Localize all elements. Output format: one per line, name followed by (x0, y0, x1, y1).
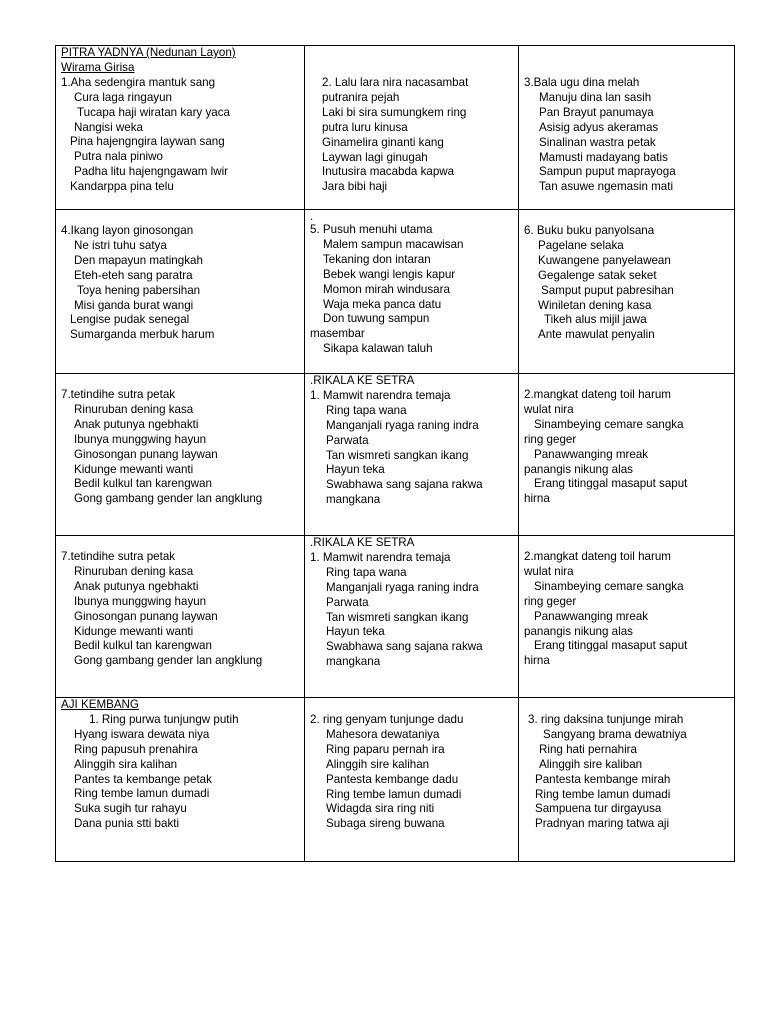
verse-line: Asisig adyus akeramas (539, 120, 659, 134)
verse-line: Hyang iswara dewata niya (74, 727, 210, 741)
verse-line: Sumarganda merbuk harum (70, 328, 215, 342)
verse-line: Sangyang brama dewatniya (543, 727, 687, 741)
section-heading: .RIKALA KE SETRA (310, 536, 415, 549)
table-row (56, 698, 735, 862)
verse-line: ring geger (524, 432, 577, 446)
verse-line: Ne istri tuhu satya (74, 238, 167, 252)
cell-r1-c1 (56, 46, 305, 210)
verse-line: Cura laga ringayun (74, 90, 172, 104)
verse-line: Erang titinggal masaput saput (534, 639, 688, 653)
verse-line: Tan wismreti sangkan ikang (326, 448, 469, 462)
verse-line: Laki bi sira sumungkem ring (322, 105, 467, 119)
verse-line: Ibunya munggwing hayun (74, 432, 207, 446)
verse-line: Kidunge mewanti wanti (74, 624, 194, 638)
verse-line: Tucapa haji wiratan kary yaca (77, 105, 230, 119)
verse-line: 3. ring daksina tunjunge mirah (528, 713, 684, 726)
verse-line: Ginosongan punang laywan (74, 447, 218, 461)
verse-line: Pradnyan maring tatwa aji (535, 817, 670, 831)
verse-line: 2. ring genyam tunjunge dadu (310, 713, 464, 726)
verse-line: hirna (524, 654, 550, 668)
verse-line: Padha litu hajengngawam lwir (74, 165, 229, 179)
verse-line: Winiletan dening kasa (538, 298, 652, 312)
cell-r3-c1 (56, 374, 305, 536)
verse-line: Bedil kulkul tan karengwan (74, 639, 212, 653)
verse-line: Tan asuwe ngemasin mati (539, 180, 674, 194)
verse-line: Ring papusuh prenahira (74, 742, 198, 756)
verse-line: Den mapayun matingkah (74, 253, 203, 267)
verse-line: Anak putunya ngebhakti (74, 417, 199, 431)
verse-line: Mamusti madayang batis (539, 150, 668, 164)
verse-line: Ginamelira ginanti kang (322, 135, 444, 149)
verse-line: Tekaning don intaran (323, 252, 431, 266)
verse-line: Ibunya munggwing hayun (74, 594, 207, 608)
verse-line: Manganjali ryaga raning indra (326, 580, 479, 594)
verse-line: Mahesora dewataniya (326, 727, 440, 741)
verse-line: Inutusira macabda kapwa (322, 165, 455, 179)
verse-line: hirna (524, 492, 550, 506)
verse-line: Ring hati pernahira (539, 742, 637, 756)
cell-r2-c1 (56, 210, 305, 374)
table-row (56, 210, 735, 374)
verse-line: Ring tapa wana (326, 565, 407, 579)
verse-line: Widagda sira ring niti (326, 802, 435, 816)
verse-line: 1. Mamwit narendra temaja (310, 550, 451, 564)
verse-line: Manuju dina lan sasih (539, 90, 652, 104)
verse-line: Anak putunya ngebhakti (74, 579, 199, 593)
verse-line: Gegalenge satak seket (538, 268, 657, 282)
verse-line: Alinggih sire kaliban (539, 757, 643, 771)
verse-line: Pantesta kembange mirah (535, 772, 671, 786)
verse-line: Panawwanging mreak (534, 609, 649, 623)
cell-r4-c1 (56, 536, 305, 698)
verse-line: Toya hening pabersihan (77, 283, 201, 297)
verse-line: Alinggih sire kalihan (326, 757, 430, 771)
verse-line: panangis nikung alas (524, 462, 633, 476)
verse-line: Malem sampun macawisan (323, 237, 464, 251)
cell-r3-c2 (305, 374, 519, 536)
verse-line: Ring tembe lamun dumadi (326, 787, 462, 801)
verse-line: 4.Ikang layon ginosongan (61, 224, 194, 237)
cell-r2-c2 (305, 210, 519, 374)
verse-line: Hayun teka (326, 463, 385, 477)
verse-line: Erang titinggal masaput saput (534, 477, 688, 491)
verse-line: Rinuruban dening kasa (74, 402, 194, 416)
verse-line: Nangisi weka (74, 120, 143, 134)
verse-line: Bebek wangi lengis kapur (323, 267, 456, 281)
verse-line: Ring tembe lamun dumadi (535, 787, 671, 801)
verse-line: Putra nala piniwo (74, 150, 163, 164)
section-heading: AJI KEMBANG (61, 698, 139, 711)
verse-line: Waja meka panca datu (323, 297, 442, 311)
verse-line: Sinambeying cemare sangka (534, 417, 684, 431)
verse-line: Ring tapa wana (326, 403, 407, 417)
verse-line: Alinggih sira kalihan (74, 757, 178, 771)
verse-line: Momon mirah windusara (323, 282, 450, 296)
verse-line: Sampun puput maprayoga (539, 165, 676, 179)
verse-line: 2.mangkat dateng toil harum (524, 388, 671, 401)
verse-line: 1. Ring purwa tunjungw putih (89, 712, 239, 726)
verse-line: Swabhawa sang sajana rakwa (326, 640, 483, 654)
cell-r1-c2 (305, 46, 519, 210)
verse-line: Sampuena tur dirgayusa (535, 802, 662, 816)
verse-line: Pan Brayut panumaya (539, 105, 654, 119)
verse-line: Kandarppa pina telu (70, 180, 174, 194)
table-row (56, 536, 735, 698)
cell-r4-c3 (519, 536, 735, 698)
verse-line: Misi ganda burat wangi (74, 298, 194, 312)
verse-line: Bedil kulkul tan karengwan (74, 477, 212, 491)
verse-line: 2. Lalu lara nira nacasambat (322, 76, 469, 89)
verse-line: Suka sugih tur rahayu (74, 802, 187, 816)
verse-line: Pagelane selaka (538, 238, 624, 252)
verse-line: Gong gambang gender lan angklung (74, 654, 263, 668)
verse-line: Laywan lagi ginugah (322, 150, 428, 164)
verse-line: ring geger (524, 594, 577, 608)
verse-line: Sikapa kalawan taluh (323, 342, 433, 356)
verse-line: Jara bibi haji (322, 180, 388, 194)
verse-line: putranira pejah (322, 90, 400, 104)
verse-line: Don tuwung sampun (323, 312, 430, 326)
verse-line: Tikeh alus mijil jawa (544, 313, 647, 327)
verse-line: Manganjali ryaga raning indra (326, 418, 479, 432)
verse-line: Ring paparu pernah ira (326, 742, 445, 756)
verse-line: masembar (310, 327, 365, 341)
verse-line: Lengise pudak senegal (70, 313, 190, 327)
verse-line: Ring tembe lamun dumadi (74, 787, 210, 801)
verse-line: Swabhawa sang sajana rakwa (326, 478, 483, 492)
verse-line: Sinambeying cemare sangka (534, 579, 684, 593)
verse-line: Ginosongan punang laywan (74, 609, 218, 623)
verse-line: Samput puput pabresihan (541, 283, 674, 297)
verse-line: Parwata (326, 433, 369, 447)
verse-line: Dana punia stti bakti (74, 817, 180, 831)
verse-line: Gong gambang gender lan angklung (74, 492, 263, 506)
table-row (56, 46, 735, 210)
verse-line: 7.tetindihe sutra petak (61, 550, 176, 563)
verse-line: Subaga sireng buwana (326, 817, 445, 831)
cell-r5-c3 (519, 698, 735, 862)
verse-line: mangkana (326, 655, 381, 669)
lyrics-table (55, 45, 735, 862)
verse-line: Kuwangene panyelawean (538, 253, 671, 267)
verse-line: Tan wismreti sangkan ikang (326, 610, 469, 624)
cell-r5-c2 (305, 698, 519, 862)
cell-r5-c1 (56, 698, 305, 862)
verse-line: 2.mangkat dateng toil harum (524, 550, 671, 563)
dot-mark: . (310, 210, 314, 223)
verse-line: 3.Bala ugu dina melah (524, 76, 640, 89)
verse-line: Panawwanging mreak (534, 447, 649, 461)
verse-line: panangis nikung alas (524, 624, 633, 638)
verse-line: wulat nira (524, 564, 574, 578)
verse-line: Kidunge mewanti wanti (74, 462, 194, 476)
section-heading: PITRA YADNYA (Nedunan Layon) (61, 46, 236, 59)
cell-r2-c3 (519, 210, 735, 374)
verse-line: Ante mawulat penyalin (538, 328, 655, 342)
section-heading: .RIKALA KE SETRA (310, 374, 415, 387)
table-row (56, 374, 735, 536)
verse-line: Sinalinan wastra petak (539, 135, 656, 149)
verse-line: Parwata (326, 595, 369, 609)
verse-line: 7.tetindihe sutra petak (61, 388, 176, 401)
verse-line: Pantesta kembange dadu (326, 772, 459, 786)
verse-line: wulat nira (524, 402, 574, 416)
cell-r3-c3 (519, 374, 735, 536)
section-subheading: Wirama Girisa (61, 60, 135, 74)
cell-r4-c2 (305, 536, 519, 698)
verse-line: mangkana (326, 493, 381, 507)
verse-line: 1.Aha sedengira mantuk sang (61, 75, 216, 89)
verse-line: 5. Pusuh menuhi utama (310, 223, 433, 236)
verse-line: Hayun teka (326, 625, 385, 639)
verse-line: 6. Buku buku panyolsana (524, 224, 655, 237)
cell-r1-c3 (519, 46, 735, 210)
verse-line: putra luru kinusa (322, 120, 408, 134)
verse-line: Rinuruban dening kasa (74, 564, 194, 578)
verse-line: Eteh-eteh sang paratra (74, 268, 193, 282)
verse-line: 1. Mamwit narendra temaja (310, 388, 451, 402)
verse-line: Pina hajengngira laywan sang (70, 135, 225, 149)
verse-line: Pantes ta kembange petak (74, 772, 212, 786)
